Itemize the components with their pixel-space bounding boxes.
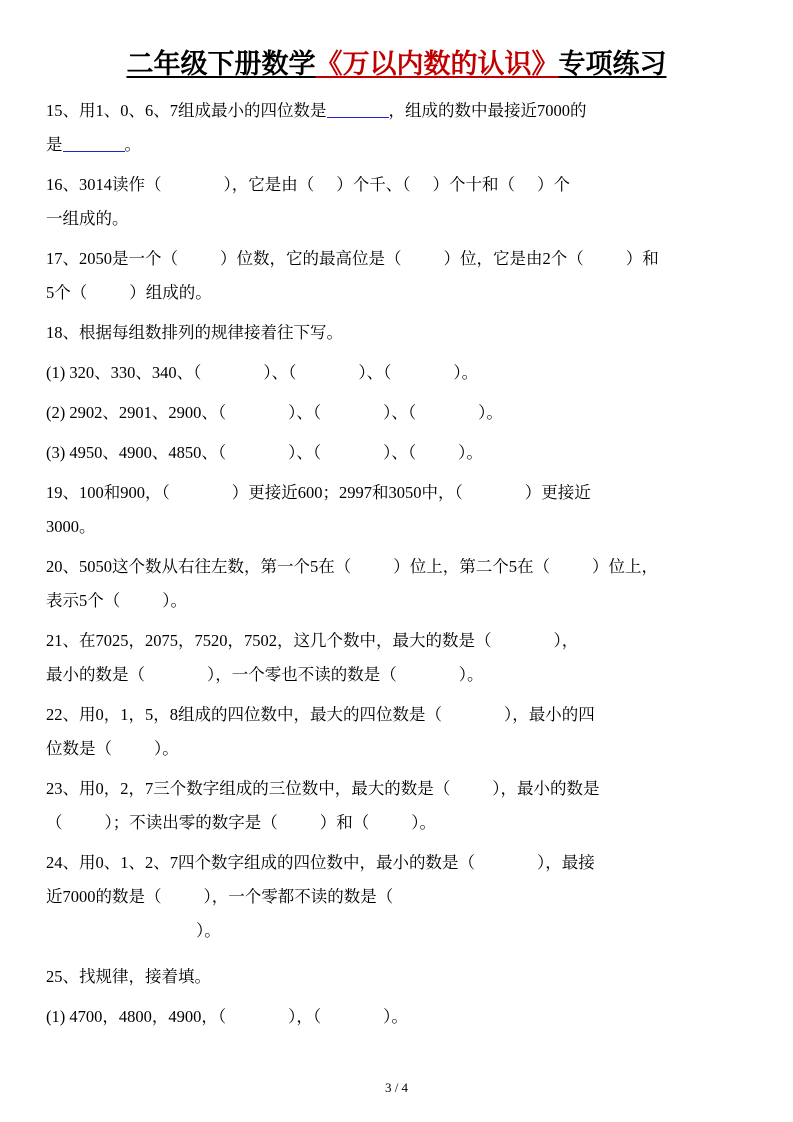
question-22-text-4: ）。 [154, 739, 179, 759]
question-15-text-2: ，组成的数中最接近7000的 [388, 101, 587, 121]
question-17 [46, 242, 747, 310]
question-24-text-4: ），一个零都不读的数是（ [203, 887, 394, 907]
question-19 [46, 476, 747, 544]
question-19-text-3: ）更接近 [524, 483, 591, 503]
question-16-text-5: ）个 [537, 175, 570, 195]
question-23-text-6: ）。 [411, 813, 436, 833]
question-22-text-1: 22、用0，1，5，8组成的四位数中，最大的四位数是（ [46, 705, 442, 725]
question-18-item-3-text: (3) 4950、4900、4850、（ [46, 443, 227, 463]
question-23-text-1: 23、用0，2，7三个数字组成的三位数中，最大的数是（ [46, 779, 451, 799]
paren-end: ）。 [453, 363, 479, 383]
question-24-text-1: 24、用0、1、2、7四个数字组成的四位数中，最小的数是（ [46, 853, 475, 873]
question-23 [46, 772, 747, 840]
question-16-text-4: ）个十和（ [432, 175, 515, 195]
page-number: 3 / 4 [384, 1080, 409, 1095]
question-24-text-5: ）。 [196, 921, 221, 941]
paren-end: ）。 [478, 403, 503, 423]
question-20 [46, 550, 747, 618]
page-title [46, 48, 747, 80]
question-20-text-1: 20、5050这个数从右往左数，第一个5在（ [46, 557, 352, 577]
question-18-item-2-text: (2) 2902、2901、2900、（ [46, 403, 227, 423]
question-19-text-4: 3000。 [46, 517, 96, 537]
questions-list [46, 94, 747, 1034]
answer-blank[interactable] [63, 136, 125, 152]
question-25-item-1-text: (1) 4700，4800，4900，（ [46, 1007, 227, 1027]
question-18-stem [46, 316, 747, 350]
question-22 [46, 698, 747, 766]
question-25-stem-text: 25、找规律，接着填。 [46, 967, 211, 987]
answer-blank[interactable] [327, 102, 389, 118]
question-17-text-6: ）组成的。 [129, 283, 212, 303]
question-24-text-3: 近7000的数是（ [46, 887, 162, 907]
question-23-text-3: （ [46, 813, 63, 833]
question-20-text-3: ）位上， [592, 557, 658, 577]
question-24-text-2: ），最接 [537, 853, 595, 873]
question-16-text-6: 一组成的。 [46, 209, 129, 229]
question-19-text-1: 19、100和900，（ [46, 483, 170, 503]
question-23-text-2: ），最小的数是 [492, 779, 600, 799]
question-20-text-5: ）。 [162, 591, 187, 611]
paren-sep: ）、（ [263, 363, 297, 383]
question-24 [46, 846, 747, 948]
question-25-item-1 [46, 1000, 747, 1034]
paren-sep: ）、（ [288, 403, 322, 423]
title-part-middle: 《万以内数的认识》 [315, 49, 559, 79]
question-17-text-2: ）位数，它的最高位是（ [220, 249, 402, 269]
question-16-text-2: ），它是由（ [223, 175, 315, 195]
paren-end: ）。 [383, 1007, 408, 1027]
question-15 [46, 94, 747, 162]
question-25-stem [46, 960, 747, 994]
question-18-stem-text: 18、根据每组数排列的规律接着往下写。 [46, 323, 343, 343]
question-17-text-3: ）位，它是由2个（ [443, 249, 584, 269]
question-18-item-2 [46, 396, 747, 430]
paren-sep: ）、（ [288, 443, 322, 463]
question-21-text-1: 21、在7025，2075，7520，7502，这几个数中，最大的数是（ [46, 631, 492, 651]
paren-sep: ），（ [288, 1007, 322, 1027]
question-22-text-3: 位数是（ [46, 739, 112, 759]
question-18-item-1 [46, 356, 747, 390]
question-17-text-5: 5个（ [46, 283, 88, 303]
paren-sep: ）、（ [383, 443, 417, 463]
question-17-text-4: ）和 [625, 249, 659, 269]
question-20-text-2: ）位上，第二个5在（ [393, 557, 550, 577]
question-16 [46, 168, 747, 236]
question-16-text-3: ）个千、（ [336, 175, 411, 195]
question-18-item-1-text: (1) 320、330、340、（ [46, 363, 202, 383]
question-21-text-4: ），一个零也不读的数是（ [207, 665, 397, 685]
question-21 [46, 624, 747, 692]
question-18-item-3 [46, 436, 747, 470]
question-21-text-3: 最小的数是（ [46, 665, 145, 685]
question-15-text-3: 是 [46, 135, 63, 155]
question-16-text-1: 16、3014读作（ [46, 175, 162, 195]
question-20-text-4: 表示5个（ [46, 591, 121, 611]
question-21-text-2: ）， [553, 631, 579, 651]
paren-end: ）。 [458, 443, 483, 463]
title-part-left: 二年级下册数学 [126, 49, 316, 79]
question-19-text-2: ）更接近600；2997和3050中，（ [231, 483, 463, 503]
question-17-text-1: 17、2050是一个（ [46, 249, 178, 269]
question-22-text-2: ），最小的四 [504, 705, 595, 725]
question-21-text-5: ）。 [458, 665, 484, 685]
question-15-text-1: 15、用1、0、6、7组成最小的四位数是 [46, 101, 327, 121]
question-23-text-4: ）；不读出零的数字是（ [104, 813, 278, 833]
title-part-right: 专项练习 [558, 49, 667, 79]
paren-sep: ）、（ [358, 363, 392, 383]
paren-sep: ）、（ [383, 403, 417, 423]
question-15-text-4: 。 [124, 135, 141, 155]
question-23-text-5: ）和（ [319, 813, 370, 833]
